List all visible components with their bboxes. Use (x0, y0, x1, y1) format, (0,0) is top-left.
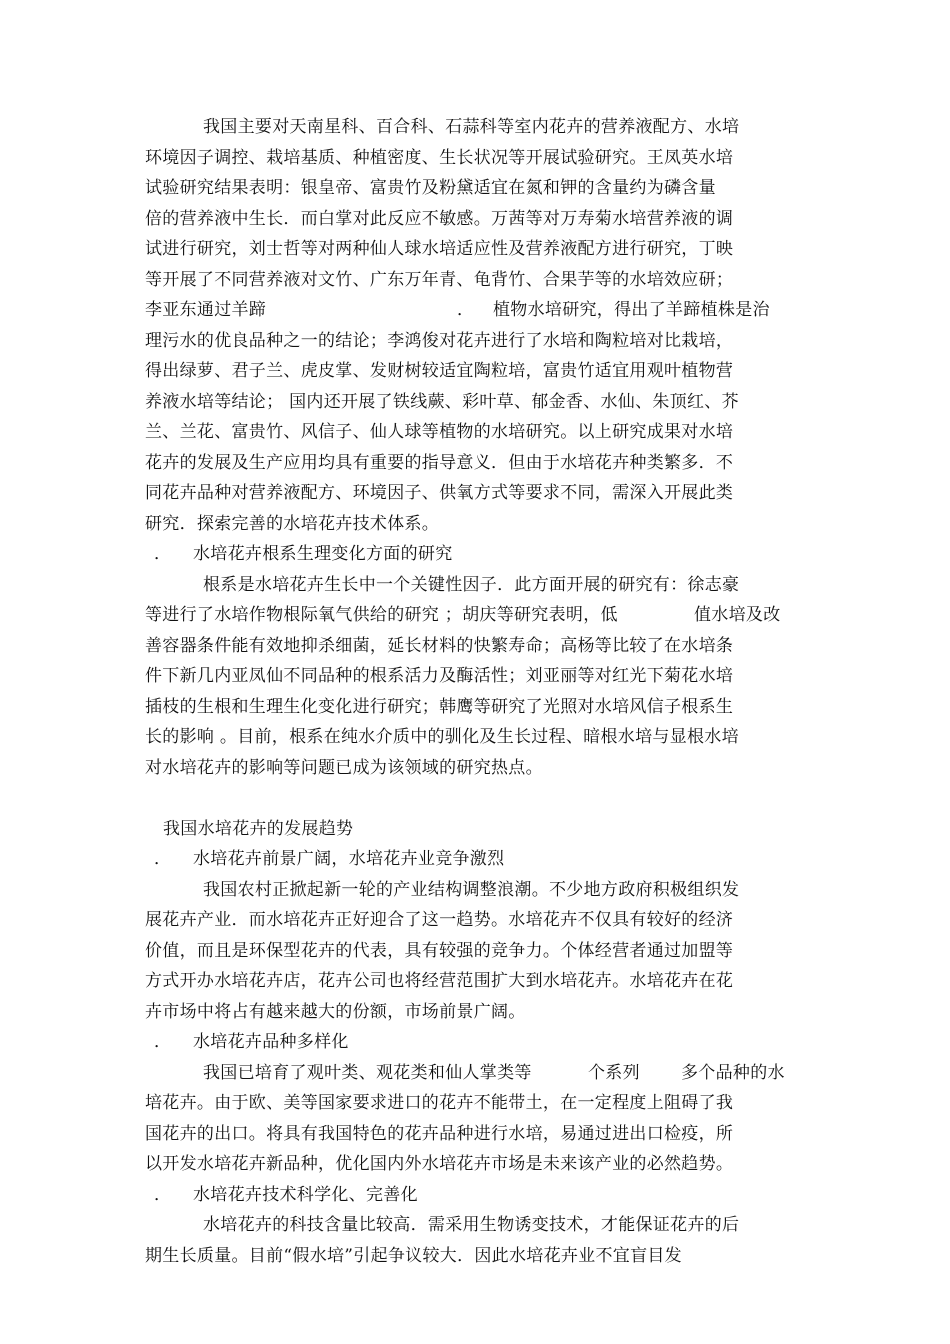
paragraph-line: 同花卉品种对营养液配方、环境因子、供氧方式等要求不同，需深入开展此类 (145, 483, 734, 503)
paragraph-line: 我国已培育了观叶类、观花类和仙人掌类等 (203, 1063, 532, 1083)
subsection-heading: 水培花卉根系生理变化方面的研究 (193, 544, 453, 564)
paragraph-line: 培花卉。由于欧、美等国家要求进口的花卉不能带土，在一定程度上阻碍了我 (145, 1093, 734, 1113)
paragraph-line: 环境因子调控、栽培基质、种植密度、生长状况等开展试验研究。王凤英水培 (145, 148, 734, 168)
subsection-heading: 水培花卉品种多样化 (193, 1032, 349, 1052)
paragraph-line: 个系列 (588, 1063, 640, 1083)
paragraph-dot: ． (457, 300, 475, 320)
paragraph-line: 插枝的生根和生理生化变化进行研究；韩鹰等研究了光照对水培风信子根系生 (145, 697, 734, 717)
paragraph-line: 得出绿萝、君子兰、虎皮掌、发财树较适宜陶粒培，富贵竹适宜用观叶植物营 (145, 361, 734, 381)
paragraph-line: 倍的营养液中生长．而白掌对此反应不敏感。万茜等对万寿菊水培营养液的调 (145, 209, 734, 229)
paragraph-line: 根系是水培花卉生长中一个关键性因子．此方面开展的研究有：徐志豪 (203, 575, 740, 595)
paragraph-line: 以开发水培花卉新品种，优化国内外水培花卉市场是未来该产业的必然趋势。 (145, 1154, 734, 1174)
paragraph-line: 多个品种的水 (681, 1063, 785, 1083)
paragraph-line: 水培花卉的科技含量比较高．需采用生物诱变技术，才能保证花卉的后 (203, 1215, 740, 1235)
subsection-number: ． (154, 1032, 172, 1052)
paragraph-line: 对水培花卉的影响等问题已成为该领域的研究热点。 (145, 758, 543, 778)
paragraph-line: 期生长质量。目前“假水培”引起争议较大．因此水培花卉业不宜盲目发 (145, 1246, 682, 1266)
paragraph-line: 我国农村正掀起新一轮的产业结构调整浪潮。不少地方政府积极组织发 (203, 880, 740, 900)
paragraph-line: 件下新几内亚凤仙不同品种的根系活力及酶活性；刘亚丽等对红光下菊花水培 (145, 666, 734, 686)
paragraph-line: 花卉的发展及生产应用均具有重要的指导意义．但由于水培花卉种类繁多．不 (145, 453, 734, 473)
paragraph-line: 长的影响 。目前，根系在纯水介质中的驯化及生长过程、暗根水培与显根水培 (145, 727, 739, 747)
paragraph-line: 李亚东通过羊蹄 (145, 300, 267, 320)
paragraph-line: 我国主要对天南星科、百合科、石蒜科等室内花卉的营养液配方、水培 (203, 117, 740, 137)
paragraph-line: 研究．探索完善的水培花卉技术体系。 (145, 514, 440, 534)
subsection-number: ． (154, 1185, 172, 1205)
section-heading: 我国水培花卉的发展趋势 (163, 819, 354, 839)
paragraph-line: 等进行了水培作物根际氧气供给的研究 ；胡庆等研究表明，低 (145, 605, 618, 625)
paragraph-line: 国花卉的出口。将具有我国特色的花卉品种进行水培，易通过进出口检疫，所 (145, 1124, 734, 1144)
paragraph-line: 价值，而且是环保型花卉的代表，具有较强的竞争力。个体经营者通过加盟等 (145, 941, 734, 961)
subsection-number: ． (154, 544, 172, 564)
paragraph-line: 展花卉产业．而水培花卉正好迎合了这一趋势。水培花卉不仅具有较好的经济 (145, 910, 734, 930)
paragraph-line: 兰、兰花、富贵竹、风信子、仙人球等植物的水培研究。以上研究成果对水培 (145, 422, 734, 442)
paragraph-line: 方式开办水培花卉店，花卉公司也将经营范围扩大到水培花卉。水培花卉在花 (145, 971, 734, 991)
subsection-heading: 水培花卉前景广阔，水培花卉业竞争激烈 (193, 849, 505, 869)
paragraph-line: 理污水的优良品种之一的结论；李鸿俊对花卉进行了水培和陶粒培对比栽培， (145, 331, 734, 351)
subsection-number: ． (154, 849, 172, 869)
paragraph-line: 试进行研究，刘士哲等对两种仙人球水培适应性及营养液配方进行研究，丁映 (145, 239, 734, 259)
paragraph-line: 植物水培研究，得出了羊蹄植株是治 (493, 300, 770, 320)
paragraph-line: 卉市场中将占有越来越大的份额，市场前景广阔。 (145, 1002, 526, 1022)
paragraph-line: 值水培及改 (694, 605, 781, 625)
subsection-heading: 水培花卉技术科学化、完善化 (193, 1185, 418, 1205)
paragraph-line: 等开展了不同营养液对文竹、广东万年青、龟背竹、合果芋等的水培效应研； (145, 270, 734, 290)
paragraph-line: 试验研究结果表明：银皇帝、富贵竹及粉黛适宜在氮和钾的含量约为磷含量 (145, 178, 716, 198)
paragraph-line: 善容器条件能有效地抑杀细菌，延长材料的快繁寿命；高杨等比较了在水培条 (145, 636, 734, 656)
paragraph-line: 养液水培等结论； 国内还开展了铁线蕨、彩叶草、郁金香、水仙、朱顶红、芥 (145, 392, 739, 412)
